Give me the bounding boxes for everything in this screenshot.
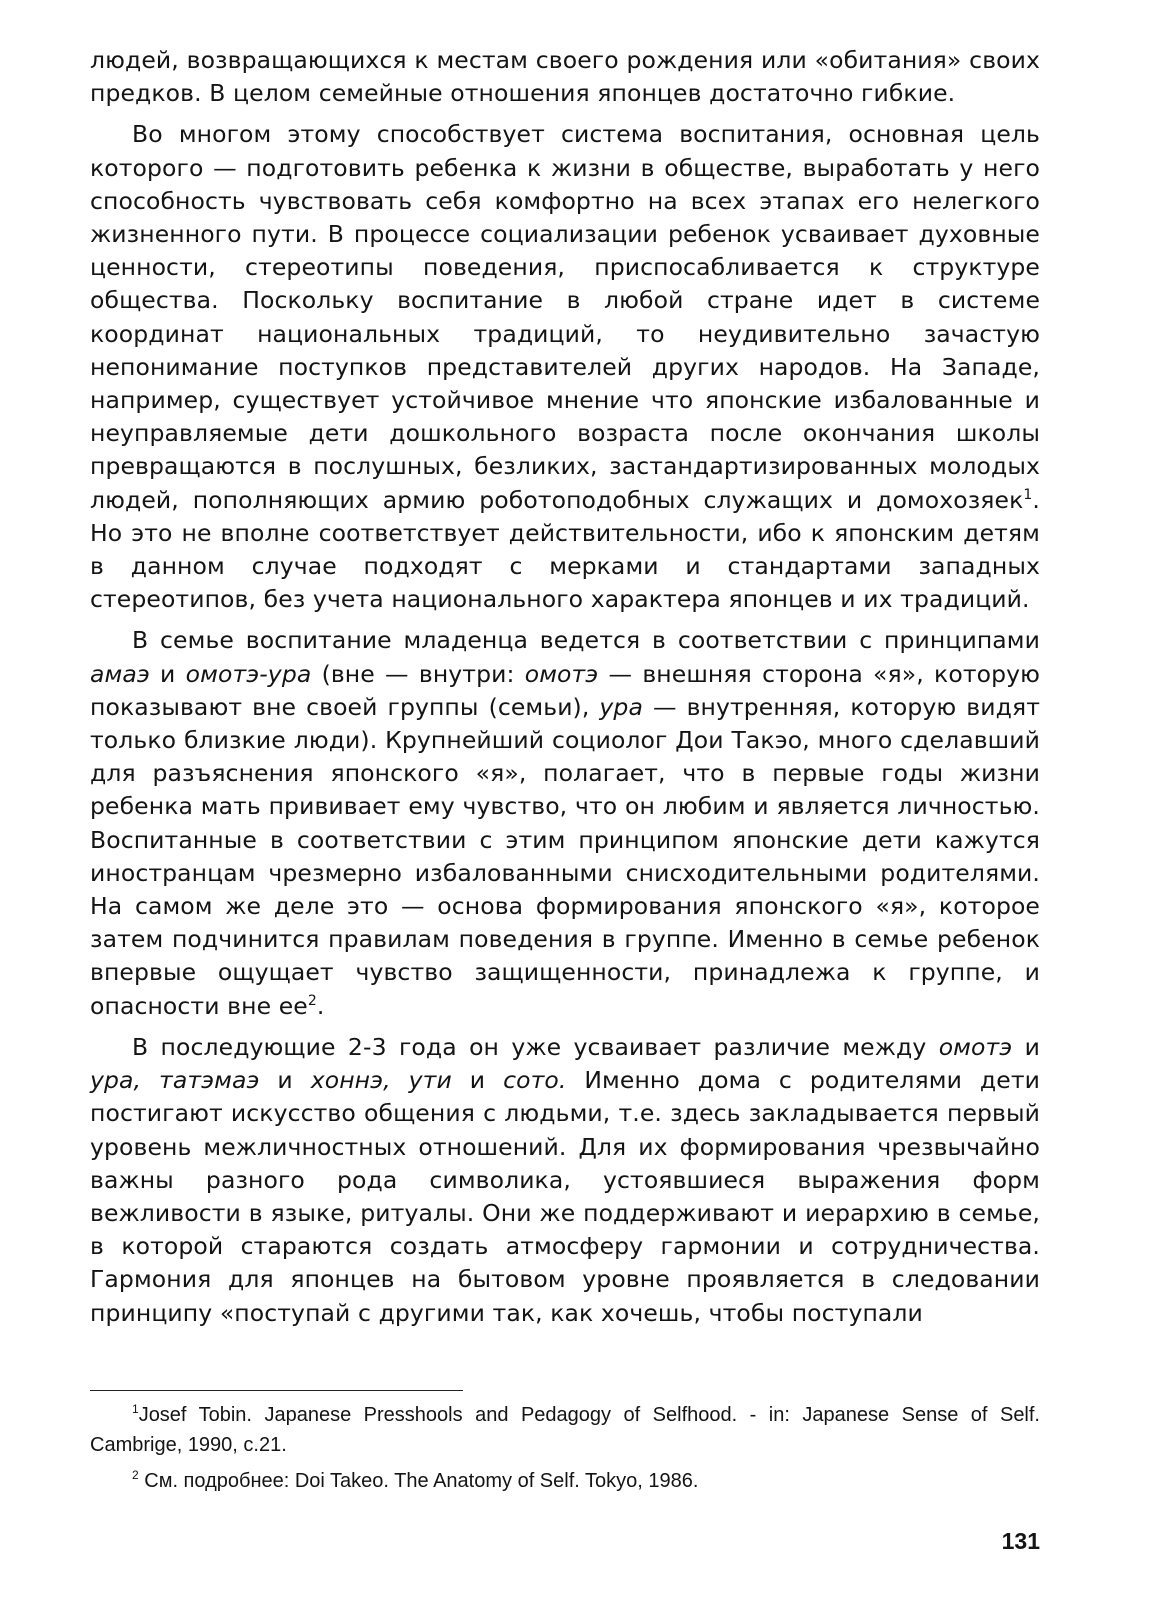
footnote-text: См. подробнее: Doi Takeo. The Anatomy of Self. Tokyo, 1986. bbox=[144, 1470, 699, 1492]
paragraph-3-text: . bbox=[316, 991, 325, 1020]
paragraph-3-text: В семье воспитание младенца ведется в соответствии с принципами bbox=[132, 626, 1040, 655]
paragraph-4-text: Именно дома с родителями дети постигают искусство общения с людьми, т.е. здесь закладывается первый уровень межличностных отношений. Для их формирования чрезвычайно важны разного рода символика, устоявшиеся выражения форм вежливости в языке, ритуалы. Они же поддерживают и иерархию в семье, в которой стараются создать атмосферу гармонии и сотрудничества. Гармония для японцев на бытовом уровне проявляется в следовании принципу «поступай с другими так, как хочешь, чтобы поступали bbox=[90, 1066, 1040, 1327]
footnote-1 bbox=[90, 1400, 1040, 1460]
paragraph-4 bbox=[90, 1031, 1040, 1330]
book-page bbox=[90, 44, 1040, 1330]
paragraph-3 bbox=[90, 624, 1040, 1022]
paragraph-3-text: — внешняя сторона «я», которую показывают вне своей группы (семьи), bbox=[90, 659, 1040, 721]
paragraph-4-text: В последующие 2-3 года он уже усваивает различие между bbox=[132, 1032, 939, 1061]
paragraph-1-text: людей, возвращающихся к местам своего рождения или «обитания» своих предков. В целом семейные отношения японцев достаточно гибкие. bbox=[90, 46, 1040, 108]
paragraph-4-text: и bbox=[451, 1066, 504, 1095]
paragraph-4-text: и bbox=[1012, 1032, 1040, 1061]
paragraph-2-text-a: Во многом этому способствует система воспитания, основная цель которого — подготовить ребенка к жизни в обществе, выработать у него способность чувствовать себя комфортно на всех этапах его нелегкого жизненного пути. В процессе социализации ребенок усваивает духовные ценности, стереотипы поведения, приспосабливается к структуре общества. Поскольку воспитание в любой стране идет в системе координат национальных традиций, то неудивительно зачастую непонимание поступков представителей других народов. На Западе, например, существует устойчивое мнение что японские избалованные и неуправляемые дети дошкольного возраста после окончания школы превращаются в послушных, безликих, застандартизированных молодых людей, пополняющих армию роботоподобных служащих и домохозяек bbox=[90, 120, 1040, 514]
term-honne-uchi: хоннэ, ути bbox=[310, 1066, 452, 1095]
footnote-ref-1: 1 bbox=[1023, 486, 1033, 503]
page-number: 131 bbox=[1001, 1528, 1040, 1554]
term-soto: сото. bbox=[503, 1066, 567, 1095]
paragraph-4-text: и bbox=[259, 1066, 311, 1095]
paragraph-3-text: и bbox=[149, 659, 186, 688]
footnotes bbox=[90, 1400, 1040, 1502]
term-omote: омотэ bbox=[938, 1032, 1013, 1061]
footnote-divider bbox=[90, 1390, 463, 1391]
footnote-text: Josef Tobin. Japanese Presshools and Pedagogy of Selfhood. - in: Japanese Sense of Self. Cambrige, 1990, с.21. bbox=[90, 1404, 1040, 1456]
paragraph-3-text: (вне — внутри: bbox=[311, 659, 525, 688]
term-ura: ура bbox=[599, 692, 643, 721]
paragraph-2 bbox=[90, 118, 1040, 616]
body-text bbox=[90, 44, 1040, 1330]
term-omote: омотэ bbox=[524, 659, 599, 688]
term-amae: амаэ bbox=[90, 659, 150, 688]
term-omote-ura: омотэ-ура bbox=[185, 659, 312, 688]
footnote-2 bbox=[90, 1466, 1040, 1496]
paragraph-3-text: — внутренняя, которую видят только близкие люди). Крупнейший социолог Дои Такэо, много сделавший для разъяснения японского «я», полагает, что в первые годы жизни ребенка мать прививает ему чувство, что он любим и является личностью. Воспитанные в соответствии с этим принципом японские дети кажутся иностранцам чрезмерно избалованными снисходительными родителями. На самом же деле это — основа формирования японского «я», которое затем подчинится правилам поведения в группе. Именно в семье ребенок впервые ощущает чувство защищенности, принадлежа к группе, и опасности вне ее bbox=[90, 692, 1041, 1020]
footnote-mark: 2 bbox=[132, 1468, 139, 1482]
paragraph-1 bbox=[90, 44, 1040, 110]
paragraph-2-text-b: . Но это не вполне соответствует действительности, ибо к японским детям в данном случае подходят с мерками и стандартами западных стереотипов, без учета национального характера японцев и их традиций. bbox=[90, 485, 1040, 614]
footnote-mark: 1 bbox=[132, 1402, 139, 1416]
footnote-ref-2: 2 bbox=[307, 992, 317, 1009]
term-ura-tatemae: ура, татэмаэ bbox=[90, 1066, 260, 1095]
